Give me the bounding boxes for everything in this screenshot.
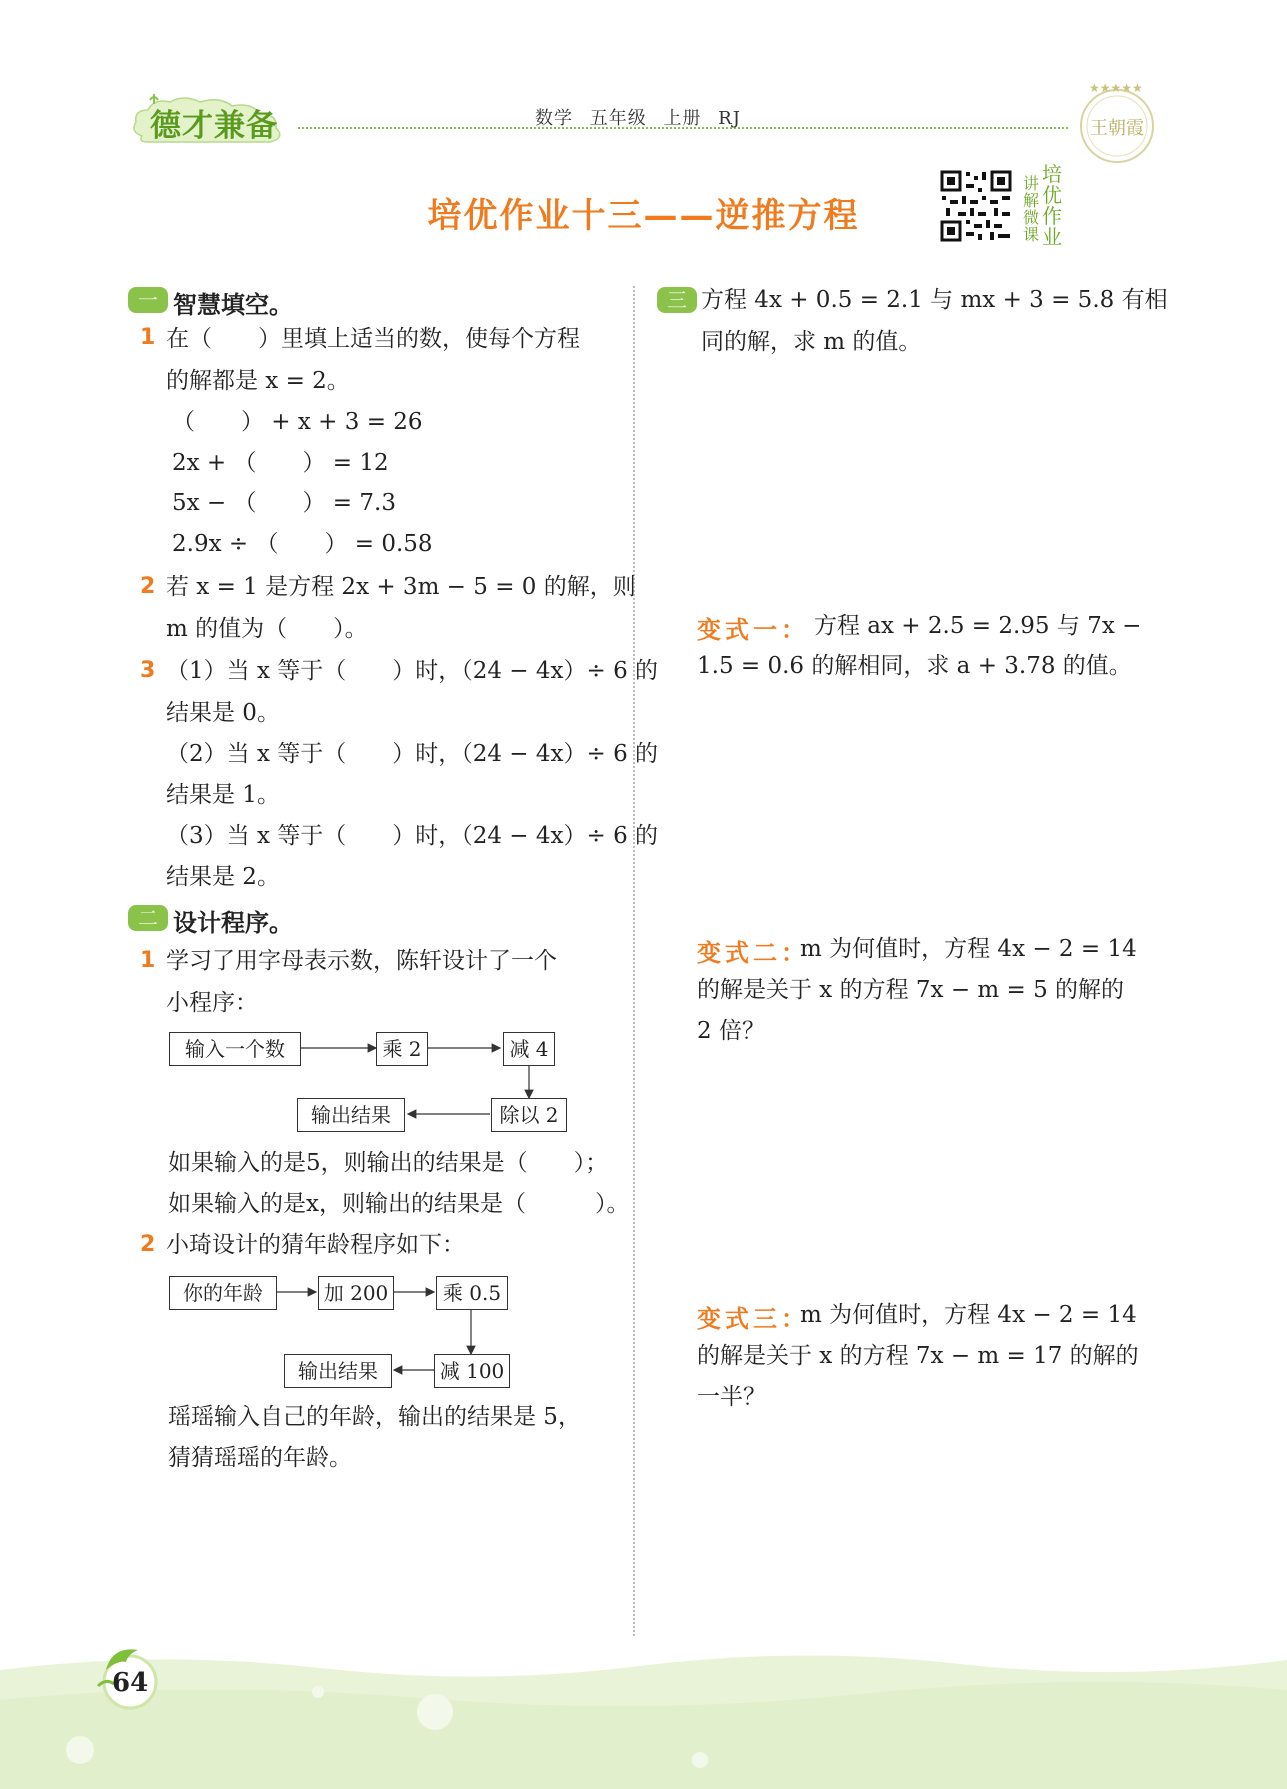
s1-q1-equation: 2x + （ ） = 12 xyxy=(172,450,389,476)
s1-q3-line: （1）当 x 等于（ ）时，（24 − 4x）÷ 6 的 xyxy=(166,658,659,684)
flow1-output-box: 输出结果 xyxy=(297,1098,405,1132)
s2-q1-after: 如果输入的是x，则输出的结果是（ ）。 xyxy=(168,1191,630,1217)
s1-q1-line: 的解都是 x = 2。 xyxy=(166,368,350,394)
s1-q3-line: 结果是 2。 xyxy=(166,864,280,890)
section3-badge: 三 xyxy=(657,287,697,313)
s3-line: 方程 4x + 0.5 = 2.1 与 mx + 3 = 5.8 有相 xyxy=(701,287,1168,313)
s1-q1-equation: 2.9x ÷ （ ） = 0.58 xyxy=(172,531,433,557)
s2-q2-number: 2 xyxy=(140,1232,156,1257)
variant2-line: 的解是关于 x 的方程 7x − m = 5 的解的 xyxy=(697,977,1125,1003)
variant2-line: 2 倍？ xyxy=(697,1018,765,1044)
brand-seal xyxy=(1073,78,1161,166)
s1-q3-line: （2）当 x 等于（ ）时，（24 − 4x）÷ 6 的 xyxy=(166,741,659,767)
s1-q1-line: 在（ ）里填上适当的数，使每个方程 xyxy=(166,326,580,352)
s2-q1-after: 如果输入的是5，则输出的结果是（ ）； xyxy=(168,1150,609,1176)
s2-q1-line: 学习了用字母表示数，陈轩设计了一个 xyxy=(166,948,557,974)
variant3-line: m 为何值时，方程 4x − 2 = 14 xyxy=(800,1302,1137,1328)
flow1-step3-box: 除以 2 xyxy=(491,1098,567,1132)
section2-badge: 二 xyxy=(128,905,168,931)
s2-q1-line: 小程序： xyxy=(166,990,258,1016)
variant2-label: 变式二： xyxy=(697,939,809,967)
s2-q2-line: 小琦设计的猜年龄程序如下： xyxy=(166,1232,465,1258)
flow1-input-box: 输入一个数 xyxy=(169,1032,301,1066)
flow1-step2-box: 减 4 xyxy=(503,1032,555,1066)
variant1-line: 1.5 = 0.6 的解相同，求 a + 3.78 的值。 xyxy=(697,653,1132,679)
s1-q3-line: （3）当 x 等于（ ）时，（24 − 4x）÷ 6 的 xyxy=(166,823,659,849)
column-divider xyxy=(633,286,635,1636)
section1-badge: 一 xyxy=(128,287,168,313)
qr-label-homework: 培优作业 xyxy=(1042,162,1062,249)
s3-line: 同的解，求 m 的值。 xyxy=(701,329,922,355)
variant1-label: 变式一： xyxy=(697,616,809,644)
s1-q1-equation: （ ） + x + 3 = 26 xyxy=(172,409,423,435)
flow2-input-box: 你的年龄 xyxy=(169,1276,277,1310)
s2-q2-after: 猜猜瑶瑶的年龄。 xyxy=(168,1445,352,1471)
footer-wave-decoration xyxy=(0,1620,1287,1789)
variant3-line: 一半？ xyxy=(697,1384,766,1410)
flow1-step1-box: 乘 2 xyxy=(376,1032,428,1066)
s1-q2-number: 2 xyxy=(140,574,156,599)
seal-text: 王朝霞 xyxy=(1090,118,1144,139)
s1-q3-number: 3 xyxy=(140,658,156,683)
flow2-output-box: 输出结果 xyxy=(284,1354,392,1388)
grade-line: 数学 五年级 上册 RJ xyxy=(535,108,741,129)
page-title: 培优作业十三——逆推方程 xyxy=(427,196,860,236)
s2-q2-after: 瑶瑶输入自己的年龄，输出的结果是 5， xyxy=(168,1404,581,1430)
variant3-label: 变式三： xyxy=(697,1305,809,1333)
variant1-line: 方程 ax + 2.5 = 2.95 与 7x − xyxy=(814,613,1142,639)
variant3-line: 的解是关于 x 的方程 7x − m = 17 的解的 xyxy=(697,1343,1139,1369)
qr-code-icon[interactable] xyxy=(938,168,1014,244)
s1-q1-number: 1 xyxy=(140,325,156,350)
flow2-step2-box: 乘 0.5 xyxy=(436,1276,508,1310)
s1-q1-equation: 5x − （ ） = 7.3 xyxy=(172,490,396,516)
s2-q1-number: 1 xyxy=(140,948,156,973)
variant2-line: m 为何值时，方程 4x − 2 = 14 xyxy=(800,936,1137,962)
section2-title: 设计程序。 xyxy=(173,909,293,937)
logo-text: 德才兼备 xyxy=(150,108,278,144)
flow2-step3-box: 减 100 xyxy=(434,1354,510,1388)
s1-q3-line: 结果是 1。 xyxy=(166,782,280,808)
s1-q2-line: m 的值为（ ）。 xyxy=(166,616,368,642)
s1-q2-line: 若 x = 1 是方程 2x + 3m − 5 = 0 的解，则 xyxy=(166,574,636,600)
page-number: 64 xyxy=(112,1668,149,1698)
svg-text:★★★★★: ★★★★★ xyxy=(1089,81,1143,95)
flow2-step1-box: 加 200 xyxy=(318,1276,394,1310)
s1-q3-line: 结果是 0。 xyxy=(166,700,280,726)
qr-label-micro-lesson: 讲解微课 xyxy=(1023,174,1040,244)
section1-title: 智慧填空。 xyxy=(173,291,293,319)
